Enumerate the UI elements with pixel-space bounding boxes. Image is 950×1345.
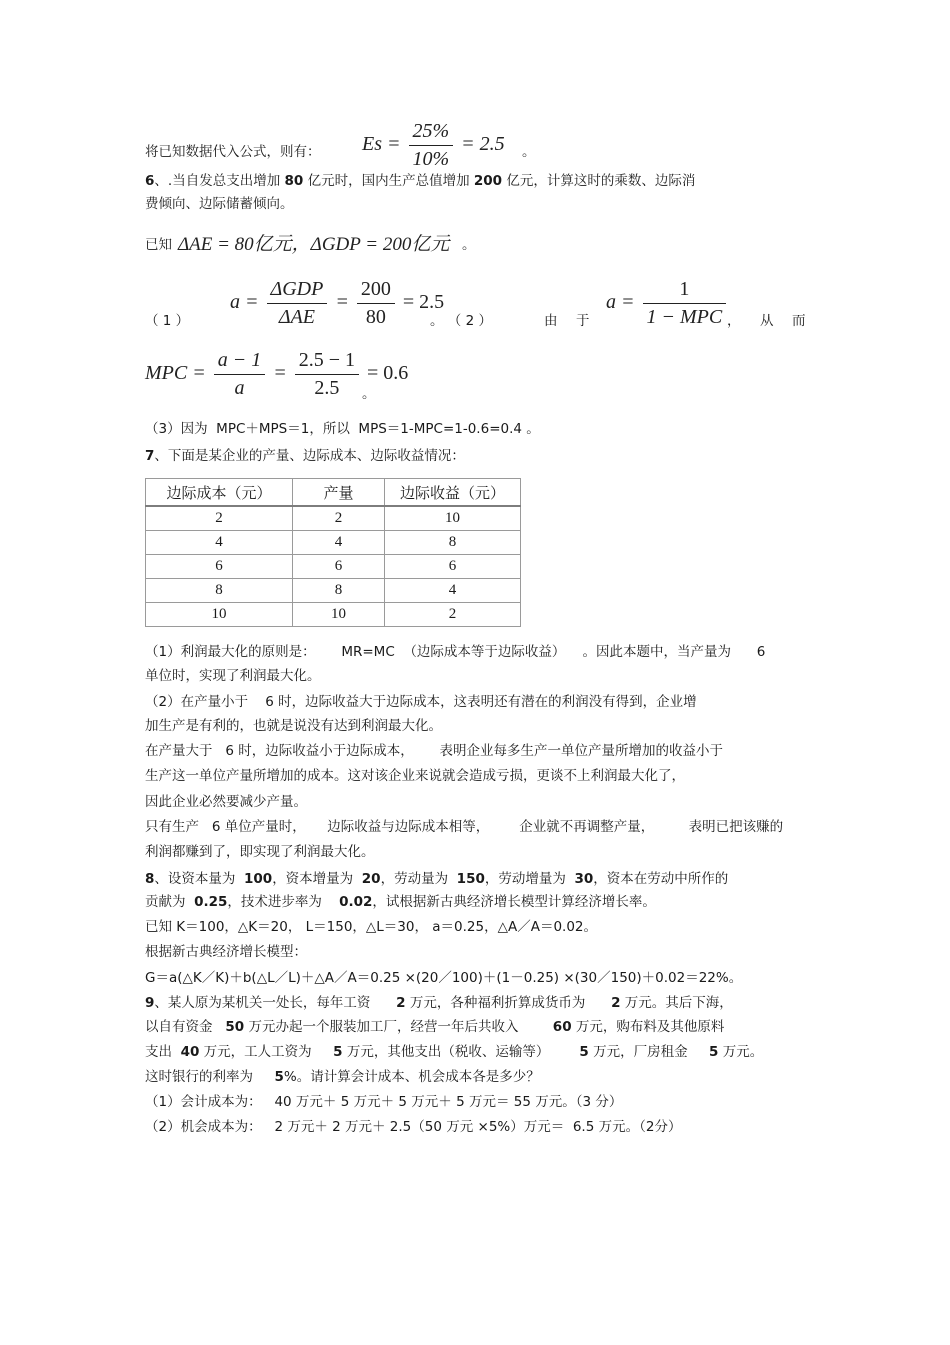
- q7-line-3: （2）在产量小于 6 时，边际收益大于边际成本，这表明还有潜在的利润没有得到，企业增: [145, 694, 697, 710]
- q7-line-1: （1）利润最大化的原则是： MR=MC （边际成本等于边际收益） 。因此本题中，当产量为 6: [145, 644, 766, 660]
- table-row: [146, 506, 521, 531]
- q9-statement-1: 9、某人原为某机关一处长，每年工资 2 万元，各种福利折算成货币为 2 万元。其后下海，: [145, 995, 733, 1011]
- table-row: [146, 579, 521, 603]
- es-formula: Es = $\frac{25\%}{10\%}$ = 2.5: [362, 120, 505, 170]
- col-output: 产量: [293, 479, 385, 507]
- q6-thus-2: 而: [792, 313, 806, 329]
- q6-statement: 6、.当自发总支出增加 80 亿元时，国内生产总值增加 200 亿元，计算这时的乘数、边际消: [145, 173, 696, 189]
- q6-because-2: 于: [576, 313, 590, 329]
- table-cell: 8: [385, 531, 521, 555]
- q6-multiplier-formula: a = $\frac{\text{ΔGDP}}{\text{ΔAE}}$ = $\frac{200}{80}$ = 2.5: [230, 278, 445, 328]
- table-row: [146, 531, 521, 555]
- q6-mpc-end: 。: [362, 386, 376, 402]
- q6-known-end: 。: [462, 237, 476, 253]
- q6-known-label: 已知: [145, 237, 172, 253]
- q6-because-1: 由: [544, 313, 558, 329]
- table-cell: 2: [385, 603, 521, 627]
- q6-mpc-formula: a = $\frac{1}{\text{1 − MPC}}$: [606, 278, 729, 329]
- q9-statement-4: 这时银行的利率为 5%。请计算会计成本、机会成本各是多少？: [145, 1069, 540, 1085]
- table-cell: 10: [293, 603, 385, 627]
- q6-statement-2: 费倾向、边际储蓄倾向。: [145, 196, 294, 212]
- table-cell: 4: [385, 579, 521, 603]
- q9-statement-2: 以自有资金 50 万元办起一个服装加工厂，经营一年后共收入 60 万元，购布料及其他原料: [145, 1019, 725, 1035]
- q6-known-eq: ΔAE = 80亿元，ΔGDP = 200亿元: [178, 234, 450, 255]
- q7-title: 7、下面是某企业的产量、边际成本、边际收益情况：: [145, 448, 465, 464]
- table-row: [146, 603, 521, 627]
- q7-line-8: 只有生产 6 单位产量时， 边际收益与边际成本相等， 企业就不再调整产量， 表明已把该赚的: [145, 819, 784, 835]
- q7-line-7: 因此企业必然要减少产量。: [145, 794, 307, 810]
- q8-formula: G＝a(△K／K)＋b(△L／L)＋△A／A＝0.25 ×(20／100)＋(1－0.25) ×(30／150)＋0.02＝22%。: [145, 970, 743, 986]
- table-cell: 8: [146, 579, 293, 603]
- table-row: [146, 555, 521, 579]
- col-marginal-cost: 边际成本（元）: [146, 479, 293, 507]
- table-header-row: [146, 479, 521, 507]
- q7-line-2: 单位时，实现了利润最大化。: [145, 668, 321, 684]
- table-cell: 2: [146, 506, 293, 531]
- q7-line-5: 在产量大于 6 时，边际收益小于边际成本， 表明企业每多生产一单位产量所增加的收益小于: [145, 743, 724, 759]
- table-cell: 8: [293, 579, 385, 603]
- q7-line-4: 加生产是有利的，也就是说没有达到利润最大化。: [145, 718, 442, 734]
- table-cell: 6: [146, 555, 293, 579]
- q6-comma: ，: [727, 313, 741, 329]
- q9-answer-1: （1）会计成本为： 40 万元＋ 5 万元＋ 5 万元＋ 5 万元＝ 55 万元。（3 分）: [145, 1094, 623, 1110]
- q9-statement-3: 支出 40 万元，工人工资为 5 万元，其他支出（税收、运输等） 5 万元，厂房租金 5 万元。: [145, 1044, 764, 1060]
- q9-answer-2: （2）机会成本为： 2 万元＋ 2 万元＋ 2.5（50 万元 ×5%）万元＝ 6.5 万元。（2分）: [145, 1119, 682, 1135]
- intro-end: 。: [522, 144, 536, 160]
- table-cell: 4: [146, 531, 293, 555]
- cost-revenue-table: [145, 478, 521, 627]
- table-cell: 6: [293, 555, 385, 579]
- q8-statement-1: 8、设资本量为 100，资本增量为 20，劳动量为 150，劳动增量为 30，资本在劳动中所作的: [145, 871, 729, 887]
- q6-part3: （3）因为 MPC＋MPS＝1，所以 MPS＝1-MPC=1-0.6=0.4 。: [145, 421, 540, 437]
- q7-line-9: 利润都赚到了，即实现了利润最大化。: [145, 844, 375, 860]
- q6-part2-label: 。 （ 2 ）: [430, 313, 492, 329]
- q7-line-6: 生产这一单位产量所增加的成本。这对该企业来说就会造成亏损，更谈不上利润最大化了，: [145, 768, 685, 784]
- q8-model: 根据新古典经济增长模型：: [145, 944, 307, 960]
- col-marginal-revenue: 边际收益（元）: [385, 479, 521, 507]
- table-cell: 2: [293, 506, 385, 531]
- table-cell: 6: [385, 555, 521, 579]
- table-cell: 10: [385, 506, 521, 531]
- table-cell: 4: [293, 531, 385, 555]
- q6-mpc-result: MPC = $\frac{a - 1}{a}$ = $\frac{2.5 - 1}{2.5}$ = 0.6: [145, 349, 409, 399]
- q6-thus-1: 从: [760, 313, 774, 329]
- q8-statement-2: 贡献为 0.25，技术进步率为 0.02，试根据新古典经济增长模型计算经济增长率。: [145, 894, 656, 910]
- q8-known: 已知 K＝100，△K＝20， L＝150，△L＝30， a＝0.25，△A／A＝0.02。: [145, 919, 598, 935]
- q6-part1-label: （ 1 ）: [145, 313, 190, 329]
- intro-line: 将已知数据代入公式，则有：: [145, 144, 321, 160]
- table-cell: 10: [146, 603, 293, 627]
